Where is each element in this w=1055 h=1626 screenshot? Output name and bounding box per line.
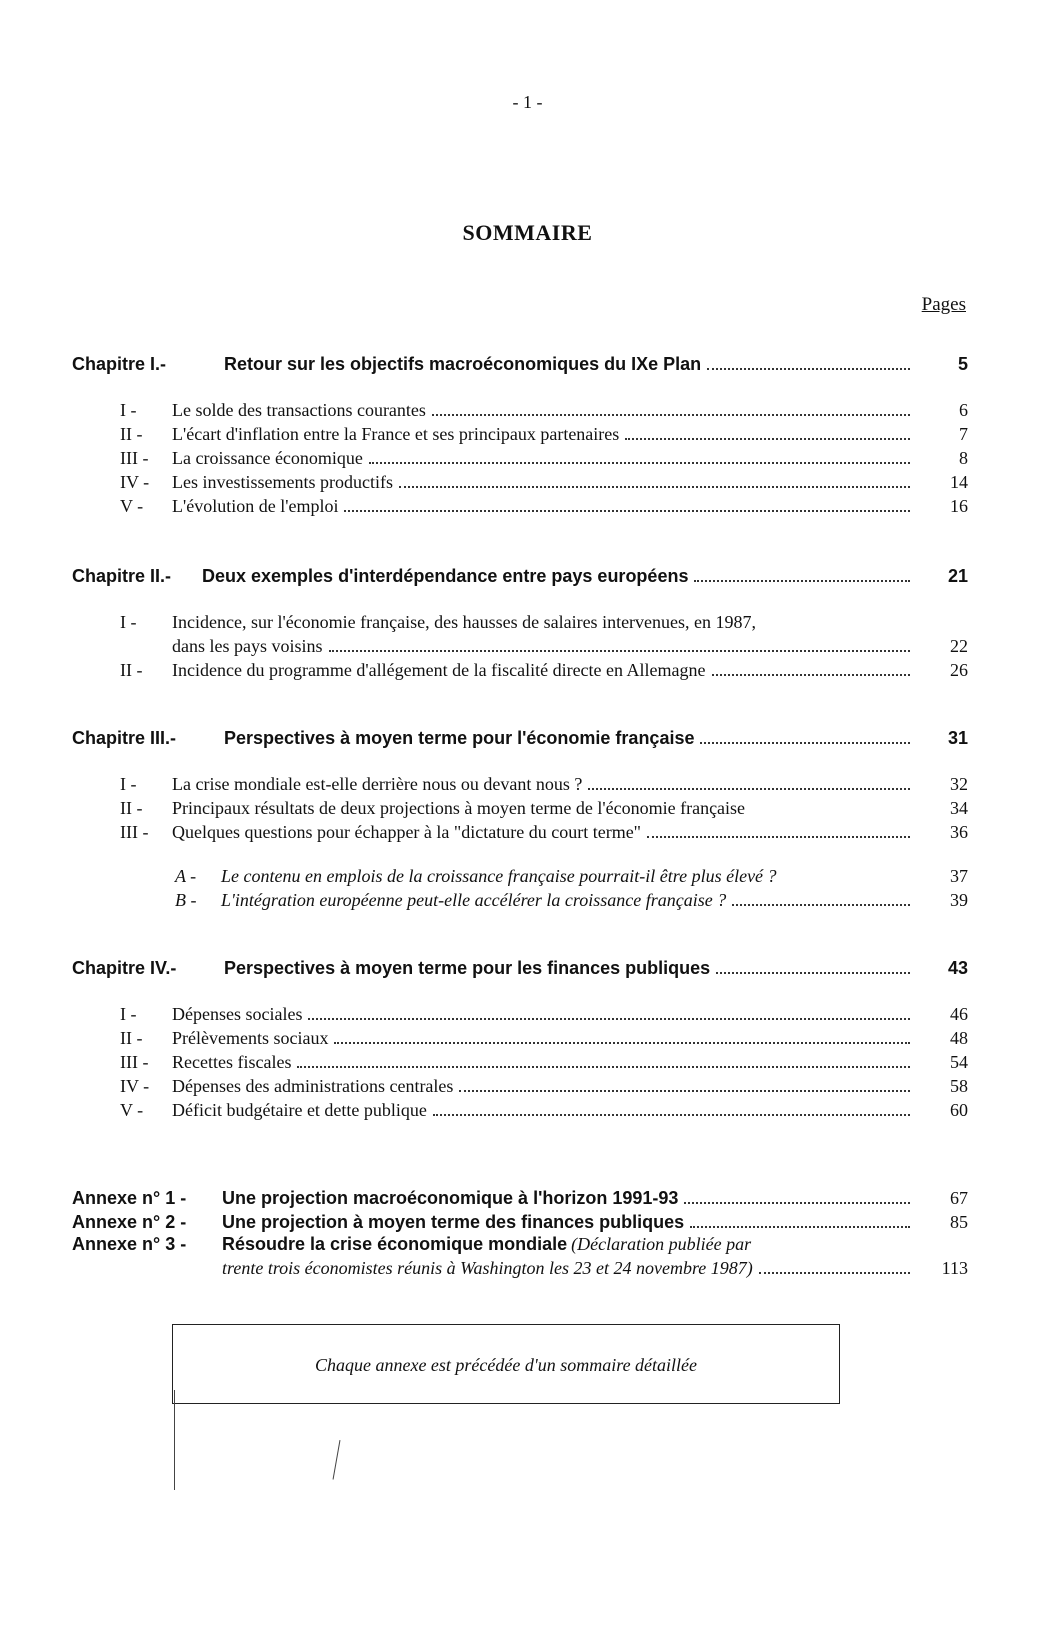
page-ref: 36: [950, 822, 968, 842]
page-ref: 16: [950, 496, 968, 516]
chapter-4-heading: [72, 956, 968, 980]
subitem-text: Le contenu en emplois de la croissance française pourrait-il être plus élevé ?: [221, 866, 777, 886]
dot-leader: [334, 1042, 910, 1044]
item-text: Quelques questions pour échapper à la "dictature du court terme": [172, 822, 642, 842]
toc-subitem: [72, 864, 968, 888]
page-ref: 58: [950, 1076, 968, 1096]
toc-item: [72, 422, 968, 446]
page-ref: 34: [950, 798, 968, 818]
item-number: II -: [120, 424, 143, 444]
toc-item-continuation: [72, 634, 968, 658]
toc-item: [72, 658, 968, 682]
item-text: Incidence, sur l'économie française, des hausses de salaires intervenues, en 1987,: [172, 612, 757, 632]
item-text: Les investissements productifs: [172, 472, 393, 492]
annex-label: Annexe n° 1 -: [72, 1188, 187, 1208]
page-ref: 8: [959, 448, 968, 468]
page-ref: 7: [959, 424, 968, 444]
item-number: V -: [120, 496, 144, 516]
chapter-title: Perspectives à moyen terme pour l'économie française: [224, 728, 695, 748]
dot-leader: [751, 812, 910, 814]
item-number: IV -: [120, 1076, 150, 1096]
page-ref: 6: [959, 400, 968, 420]
dot-leader: [783, 880, 910, 882]
annex-label: Annexe n° 3 -: [72, 1234, 187, 1254]
annex-title-note: (Déclaration publiée par: [571, 1234, 752, 1254]
item-number: I -: [120, 774, 137, 794]
dot-leader: [432, 414, 910, 416]
dot-leader: [308, 1018, 910, 1020]
toc-item: [72, 1074, 968, 1098]
dot-leader: [399, 486, 910, 488]
toc-item: [72, 470, 968, 494]
toc-item: [72, 1026, 968, 1050]
dot-leader: [297, 1066, 910, 1068]
dot-leader: [329, 650, 911, 652]
item-text: Dépenses sociales: [172, 1004, 303, 1024]
dot-leader: [369, 462, 910, 464]
item-text: Déficit budgétaire et dette publique: [172, 1100, 427, 1120]
toc-item: [72, 610, 968, 634]
subitem-letter: B -: [175, 890, 197, 910]
chapter-2-heading: [72, 564, 968, 588]
page-ref: 5: [957, 354, 968, 374]
page-ref: 113: [941, 1258, 968, 1278]
page-ref: 85: [950, 1212, 968, 1232]
pages-column-header: Pages: [921, 294, 966, 315]
page-ref: 43: [947, 958, 968, 978]
item-text: L'écart d'inflation entre la France et ses principaux partenaires: [172, 424, 620, 444]
dot-leader: [344, 510, 910, 512]
item-number: II -: [120, 798, 143, 818]
page-ref: 60: [950, 1100, 968, 1120]
item-number: I -: [120, 1004, 137, 1024]
item-text: Prélèvements sociaux: [172, 1028, 329, 1048]
annex-3: [72, 1232, 968, 1256]
dot-leader: [690, 1226, 910, 1228]
scan-artifact-line: [333, 1440, 343, 1480]
dot-leader: [707, 368, 910, 370]
item-number: III -: [120, 448, 149, 468]
page-ref: 67: [950, 1188, 968, 1208]
dot-leader: [684, 1202, 910, 1204]
annex-note-text: Chaque annexe est précédée d'un sommaire détaillée: [314, 1355, 698, 1375]
annex-title: Résoudre la crise économique mondiale: [222, 1234, 568, 1254]
annex-2: [72, 1210, 968, 1234]
item-text: L'évolution de l'emploi: [172, 496, 339, 516]
chapter-title: Deux exemples d'interdépendance entre pays européens: [202, 566, 689, 586]
toc-item: [72, 820, 968, 844]
toc-item: [72, 1050, 968, 1074]
toc-item: [72, 796, 968, 820]
page-ref: 39: [950, 890, 968, 910]
page-ref: 31: [947, 728, 968, 748]
subitem-text: L'intégration européenne peut-elle accélérer la croissance française ?: [221, 890, 727, 910]
page-ref: 26: [950, 660, 968, 680]
dot-leader: [716, 972, 910, 974]
item-text: La croissance économique: [172, 448, 363, 468]
item-number: IV -: [120, 472, 150, 492]
item-number: III -: [120, 1052, 149, 1072]
dot-leader: [433, 1114, 910, 1116]
annex-title: Une projection macroéconomique à l'horizon 1991-93: [222, 1188, 679, 1208]
item-number: V -: [120, 1100, 144, 1120]
item-number: I -: [120, 400, 137, 420]
subitem-letter: A -: [175, 866, 197, 886]
toc-item: [72, 1098, 968, 1122]
annex-title-note: trente trois économistes réunis à Washington les 23 et 24 novembre 1987): [222, 1258, 753, 1278]
page-ref: 21: [947, 566, 968, 586]
toc-item: [72, 398, 968, 422]
scan-artifact-line: [174, 1390, 177, 1490]
dot-leader: [732, 904, 910, 906]
page-ref: 48: [950, 1028, 968, 1048]
item-number: I -: [120, 612, 137, 632]
dot-leader: [712, 674, 910, 676]
page-number: - 1 -: [512, 92, 543, 112]
page-ref: 32: [950, 774, 968, 794]
dot-leader: [647, 836, 910, 838]
page-ref: 22: [950, 636, 968, 656]
annex-label: Annexe n° 2 -: [72, 1212, 187, 1232]
item-text: Dépenses des administrations centrales: [172, 1076, 454, 1096]
toc-item: [72, 1002, 968, 1026]
page-ref: 37: [950, 866, 968, 886]
dot-leader: [694, 580, 910, 582]
chapter-3-heading: [72, 726, 968, 750]
chapter-label: Chapitre I.-: [72, 354, 167, 374]
dot-leader: [459, 1090, 910, 1092]
chapter-label: Chapitre III.-: [72, 728, 177, 748]
page-title: SOMMAIRE: [462, 220, 593, 245]
item-text: Principaux résultats de deux projections à moyen terme de l'économie française: [172, 798, 746, 818]
item-text: La crise mondiale est-elle derrière nous ou devant nous ?: [172, 774, 583, 794]
chapter-title: Perspectives à moyen terme pour les finances publiques: [224, 958, 711, 978]
chapter-1-heading: [72, 352, 968, 376]
item-text: Recettes fiscales: [172, 1052, 292, 1072]
chapter-label: Chapitre II.-: [72, 566, 172, 586]
item-number: III -: [120, 822, 149, 842]
item-text: dans les pays voisins: [172, 636, 323, 656]
dot-leader: [588, 788, 910, 790]
dot-leader: [625, 438, 910, 440]
item-number: II -: [120, 1028, 143, 1048]
toc-item: [72, 494, 968, 518]
page-ref: 14: [950, 472, 968, 492]
page-ref: 46: [950, 1004, 968, 1024]
item-text: Le solde des transactions courantes: [172, 400, 426, 420]
annex-1: [72, 1186, 968, 1210]
annex-3-continuation: [72, 1256, 968, 1280]
annex-title: Une projection à moyen terme des finances publiques: [222, 1212, 685, 1232]
dot-leader: [759, 1272, 910, 1274]
toc-item: [72, 446, 968, 470]
chapter-label: Chapitre IV.-: [72, 958, 177, 978]
chapter-title: Retour sur les objectifs macroéconomiques du IXe Plan: [224, 354, 702, 374]
toc-subitem: [72, 888, 968, 912]
annex-note-box: [172, 1324, 840, 1404]
toc-item: [72, 772, 968, 796]
page-ref: 54: [950, 1052, 968, 1072]
dot-leader: [700, 742, 910, 744]
item-number: II -: [120, 660, 143, 680]
item-text: Incidence du programme d'allégement de la fiscalité directe en Allemagne: [172, 660, 706, 680]
